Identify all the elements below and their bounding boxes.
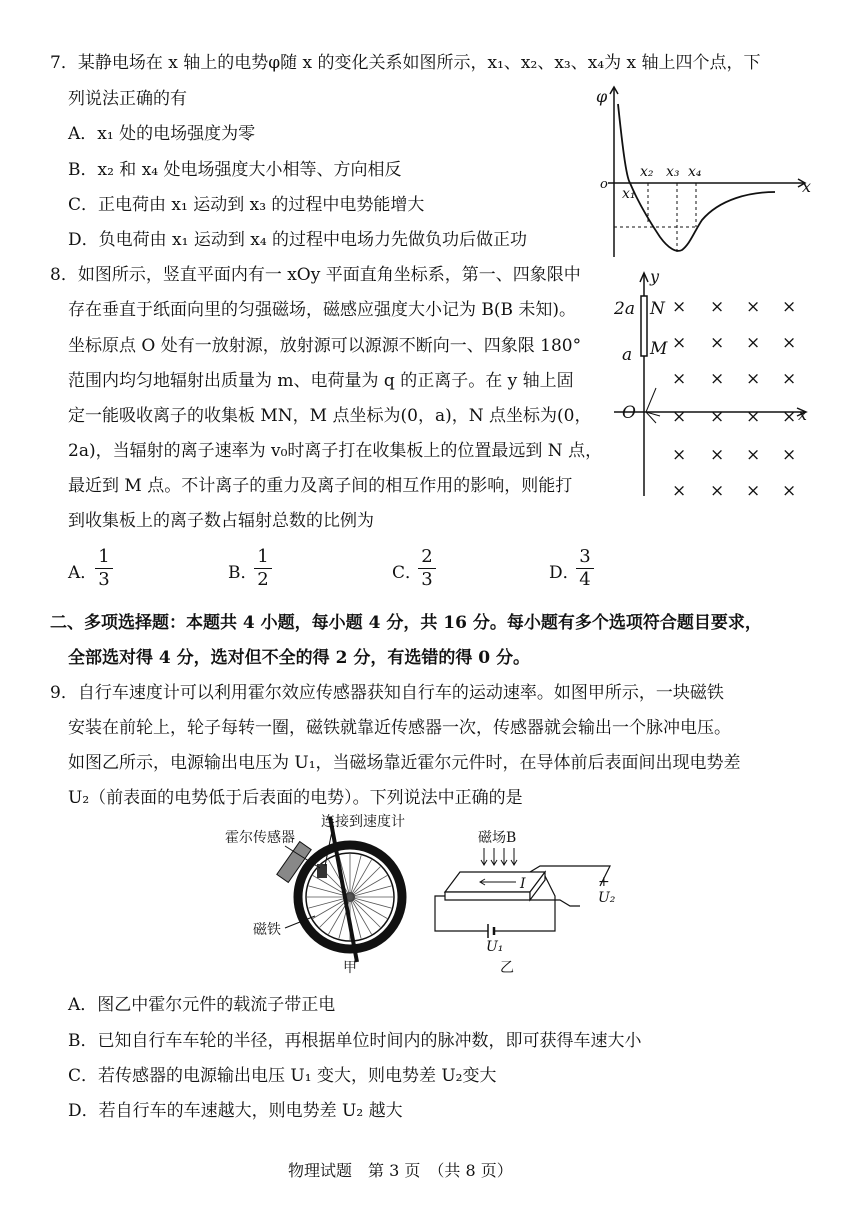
label-magnet: 磁铁	[253, 922, 281, 938]
q8-option-c-numerator: 2	[421, 546, 433, 567]
q8-option-b-numerator: 1	[257, 546, 269, 567]
q8-option-a-letter: A．	[68, 563, 98, 583]
q8-option-c-denominator: 3	[421, 569, 433, 590]
section2-heading-line-1: 二、多项选择题：本题共 4 小题，每小题 4 分，共 16 分。每小题有多个选项符合题目要求，	[50, 613, 762, 633]
q8-stem-line-4: 范围内均匀地辐射出质量为 m、电荷量为 q 的正离子。在 y 轴上固	[68, 371, 574, 391]
q8-option-b-denominator: 2	[257, 569, 269, 590]
label-n: N	[650, 299, 665, 319]
q8-option-a-fraction	[94, 548, 114, 589]
page-footer: 物理试题 第 3 页 （共 8 页）	[288, 1161, 513, 1180]
q7-potential-graph	[590, 82, 820, 262]
hall-sensor	[317, 864, 327, 878]
q9-stem-line-2: 安装在前轮上，轮子每转一圈，磁铁就靠近传感器一次，传感器就会输出一个脉冲电压。	[68, 718, 731, 738]
q8-option-d-numerator: 3	[579, 546, 591, 567]
q8-field-figure	[610, 268, 815, 500]
field-cross: ×	[782, 445, 797, 465]
q7-option-a: A．x₁ 处的电场强度为零	[68, 124, 256, 144]
hall-element-front	[445, 892, 530, 900]
field-cross: ×	[672, 407, 687, 427]
label-plus: +	[598, 874, 610, 890]
field-cross: ×	[672, 333, 687, 353]
q9-option-b: B．已知自行车车轮的半径，再根据单位时间内的脉冲数，即可获得车速大小	[68, 1031, 642, 1051]
label-m: M	[650, 339, 668, 359]
q9-figure-yi	[430, 826, 630, 976]
q8-stem-line-5: 定一能吸收离子的收集板 MN，M 点坐标为(0，a)，N 点坐标为(0，	[68, 406, 592, 426]
label-a: a	[622, 345, 633, 365]
field-cross: ×	[746, 333, 761, 353]
field-cross: ×	[782, 481, 797, 501]
q8-option-d-fraction	[575, 548, 595, 589]
field-cross: ×	[782, 407, 797, 427]
spoke	[350, 886, 392, 897]
q8-option-b-fraction	[253, 548, 273, 589]
x1-label: x₁	[622, 186, 636, 202]
x3-label: x₃	[666, 164, 680, 180]
field-cross: ×	[746, 297, 761, 317]
q9-option-d: D．若自行车的车速越大，则电势差 U₂ 越大	[68, 1101, 403, 1121]
q8-option-d-letter: D．	[549, 563, 580, 583]
caption-yi: 乙	[500, 960, 514, 976]
caption-jia: 甲	[343, 960, 357, 976]
spoke	[350, 897, 392, 908]
label-x: x	[798, 405, 808, 424]
field-cross: ×	[710, 297, 725, 317]
q8-option-d-denominator: 4	[579, 569, 591, 590]
label-u2: U₂	[598, 890, 616, 906]
label-y: y	[650, 267, 660, 286]
q9-option-c: C．若传感器的电源输出电压 U₁ 变大，则电势差 U₂变大	[68, 1066, 497, 1086]
q8-option-a-numerator: 1	[98, 546, 110, 567]
field-cross: ×	[672, 369, 687, 389]
field-cross: ×	[672, 445, 687, 465]
field-cross: ×	[746, 407, 761, 427]
field-cross: ×	[710, 445, 725, 465]
q9-figure-jia	[225, 812, 415, 977]
collector-plate-mn	[641, 296, 647, 356]
section2-heading-line-2: 全部选对得 4 分，选对但不全的得 2 分，有选错的得 0 分。	[68, 648, 530, 668]
field-cross: ×	[710, 369, 725, 389]
x2-label: x₂	[640, 164, 654, 180]
q8-stem-line-2: 存在垂直于纸面向里的匀强磁场，磁感应强度大小记为 B(B 未知)。	[68, 300, 577, 320]
emission-ray-up	[646, 388, 656, 412]
q7-option-c: C．正电荷由 x₁ 运动到 x₃ 的过程中电势能增大	[68, 195, 425, 215]
field-cross: ×	[672, 481, 687, 501]
q8-stem-line-1: 8．如图所示，竖直平面内有一 xOy 平面直角坐标系，第一、四象限中	[50, 265, 581, 285]
q7-option-d: D．负电荷由 x₁ 运动到 x₄ 的过程中电场力先做负功后做正功	[68, 230, 528, 250]
q8-stem-line-6: 2a)，当辐射的离子速率为 v₀时离子打在收集板上的位置最远到 N 点，	[68, 441, 603, 461]
q7-stem-line-1: 7．某静电场在 x 轴上的电势φ随 x 的变化关系如图所示，x₁、x₂、x₃、x₄为 x 轴上四个点，下	[50, 53, 761, 73]
q8-option-c-letter: C．	[392, 563, 423, 583]
q9-stem-line-4: U₂（前表面的电势低于后表面的电势）。下列说法中正确的是	[68, 788, 523, 808]
q8-stem-line-7: 最近到 M 点。不计离子的重力及离子间的相互作用的影响，则能打	[68, 476, 573, 496]
x-label: x	[802, 177, 812, 196]
field-cross: ×	[782, 333, 797, 353]
spoke	[350, 856, 361, 898]
q8-option-b-letter: B．	[228, 563, 258, 583]
field-cross: ×	[746, 481, 761, 501]
label-origin: O	[622, 403, 636, 423]
q9-stem-line-1: 9．自行车速度计可以利用霍尔效应传感器获知自行车的运动速率。如图甲所示，一块磁铁	[50, 683, 724, 703]
label-field-b: 磁场B	[478, 830, 517, 846]
field-cross: ×	[782, 297, 797, 317]
circuit-wire-left	[435, 896, 488, 931]
q8-stem-line-3: 坐标原点 O 处有一放射源，放射源可以源源不断向一、四象限 180°	[68, 336, 582, 356]
q9-option-a: A．图乙中霍尔元件的载流子带正电	[68, 995, 336, 1015]
field-cross: ×	[746, 445, 761, 465]
label-current: I	[520, 876, 526, 892]
field-cross: ×	[672, 297, 687, 317]
q8-option-a-denominator: 3	[98, 569, 110, 590]
label-u1: U₁	[486, 939, 504, 955]
field-cross: ×	[710, 407, 725, 427]
origin-label: o	[600, 177, 608, 192]
q7-option-b: B．x₂ 和 x₄ 处电场强度大小相等、方向相反	[68, 160, 402, 180]
field-arrows	[481, 848, 517, 865]
field-cross: ×	[746, 369, 761, 389]
q9-stem-line-3: 如图乙所示，电源输出电压为 U₁，当磁场靠近霍尔元件时，在导体前后表面间出现电势差	[68, 753, 741, 773]
field-cross: ×	[710, 333, 725, 353]
phi-label: φ	[596, 87, 608, 106]
q8-option-c-fraction	[417, 548, 437, 589]
x4-label: x₄	[688, 164, 702, 180]
magnetic-field-crosses	[672, 297, 796, 501]
q8-stem-line-8: 到收集板上的离子数占辐射总数的比例为	[68, 511, 374, 531]
field-cross: ×	[782, 369, 797, 389]
label-2a: 2a	[614, 299, 635, 319]
field-cross: ×	[710, 481, 725, 501]
label-connect: 连接到速度计	[321, 814, 405, 830]
label-hall-sensor: 霍尔传感器	[225, 830, 295, 846]
q7-stem-line-2: 列说法正确的有	[68, 89, 187, 109]
